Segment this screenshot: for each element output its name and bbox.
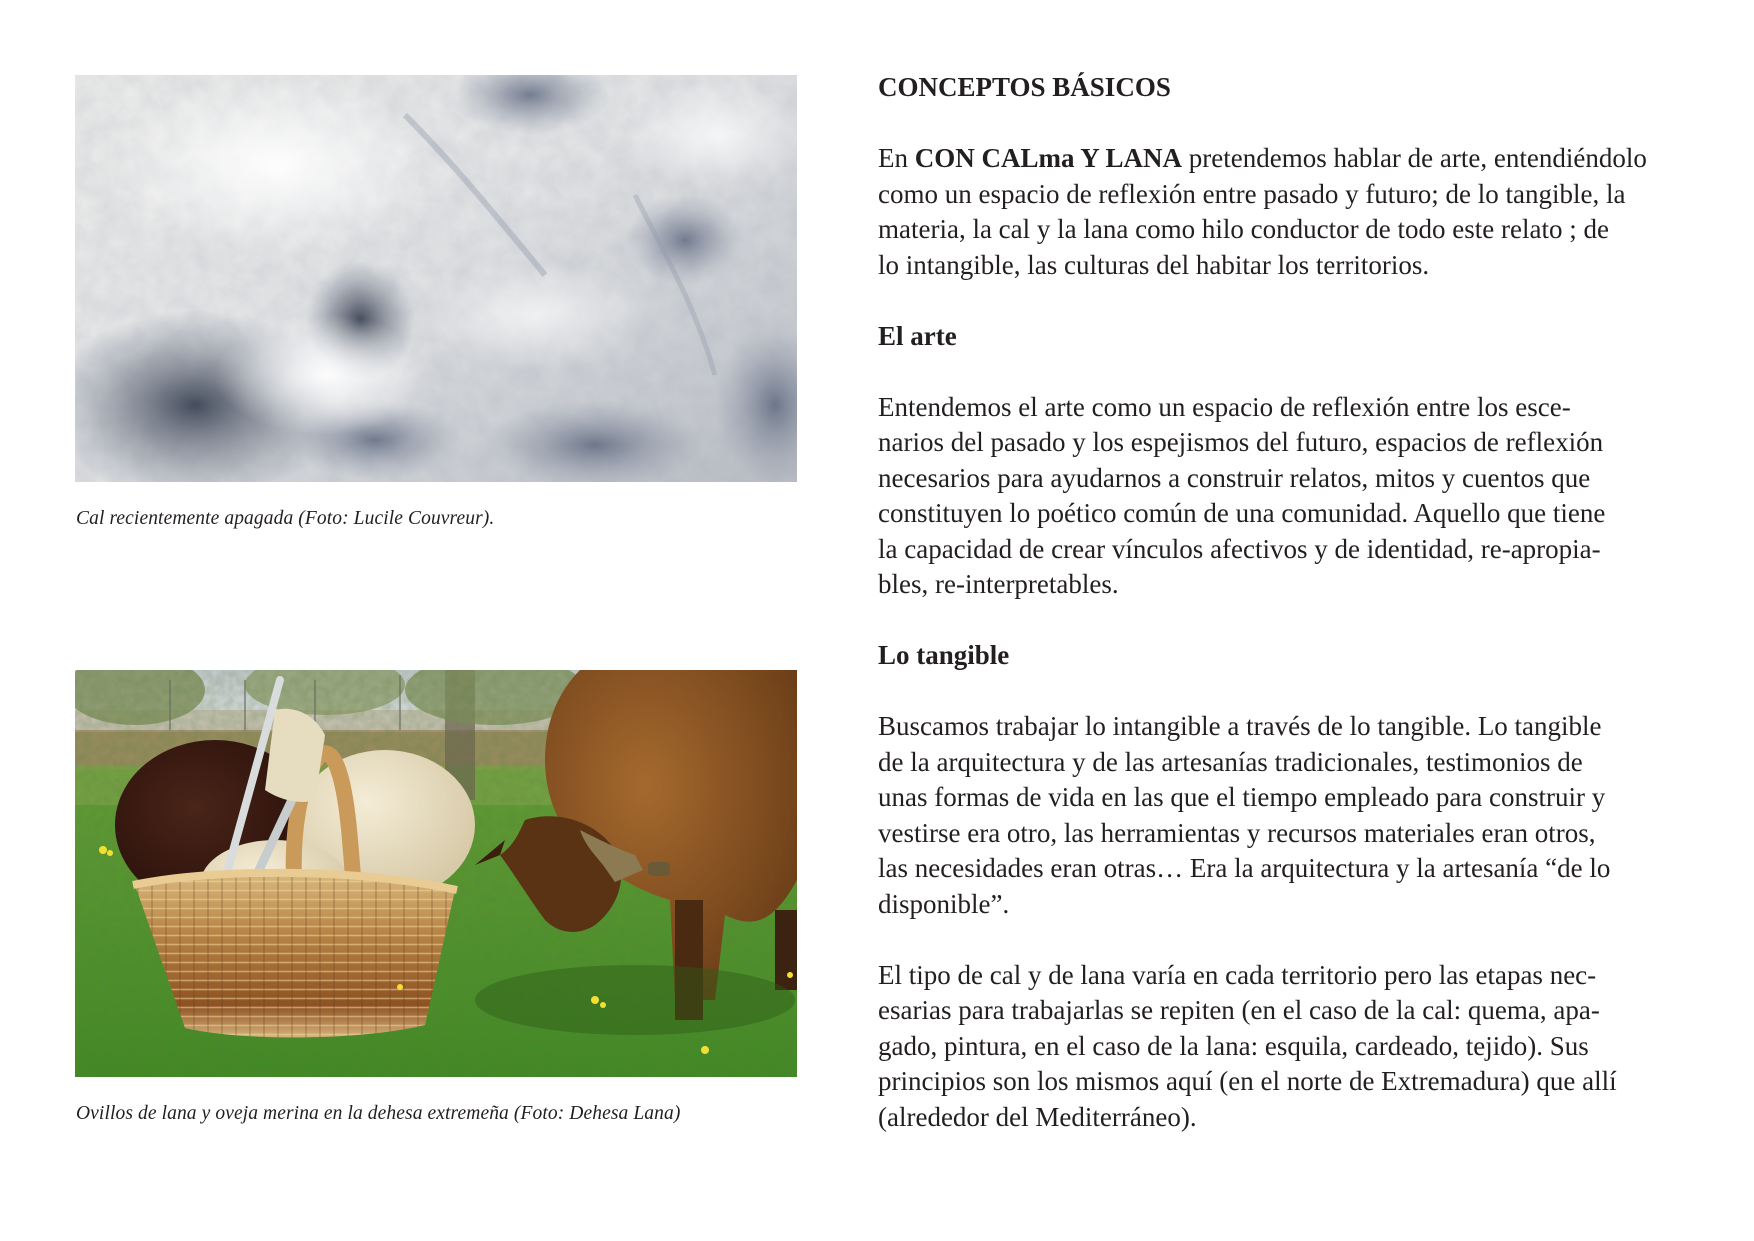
wool-sheep-photo-illustration: [75, 670, 797, 1077]
intro-paragraph: [878, 141, 1690, 283]
el-arte-paragraph: Entendemos el arte como un espacio de reflexión entre los esce- narios del pasado y los espejismos del futuro, espacios de reflexión necesarios para ayudarnos a construir relatos, mitos y cuentos que constituyen lo poético común de una comunidad. Aquello que tiene la capacidad de crear vínculos afectivos y de identidad, re-apropia- bles, re-interpretables.: [878, 391, 1606, 599]
lo-tangible-paragraph-2: El tipo de cal y de lana varía en cada territorio pero las etapas nec- esarias para trabajarlas se repiten (en el caso de la cal: quema, apa- gado, pintura, en el caso de la lana: esquila, cardeado, tejido). Sus principios son los mismos aquí (en el norte de Extremadura) que allí (alrededor del Mediterráneo).: [878, 959, 1617, 1132]
spacer: [878, 922, 1690, 958]
page-heading: CONCEPTOS BÁSICOS: [878, 72, 1171, 102]
spacer: [878, 674, 1690, 710]
section-title-lo-tangible: Lo tangible: [878, 640, 1010, 670]
wool-sheep-photo: [75, 670, 797, 1077]
wool-sheep-photo-caption: Ovillos de lana y oveja merina en la dehesa extremeña (Foto: Dehesa Lana): [76, 1103, 681, 1124]
spacer: [878, 603, 1690, 639]
article-body: [878, 70, 1690, 1135]
spacer: [878, 283, 1690, 319]
figure-wool-sheep: [75, 670, 797, 1125]
lime-photo: [75, 75, 797, 482]
project-name: CON CALma Y LANA: [914, 143, 1182, 173]
section-title-el-arte: El arte: [878, 320, 957, 351]
intro-text: pretendemos hablar de arte, entendiéndolo como un espacio de reflexión entre pasado y futuro; de lo tangible, la materia, la cal y la lana como hilo conductor de todo este relato ; de lo intangible, las culturas del habitar los territorios.: [878, 143, 1647, 280]
intro-prefix: En: [878, 143, 915, 173]
spacer: [878, 354, 1690, 390]
figure-lime: [75, 75, 797, 530]
lime-photo-illustration: [75, 75, 797, 482]
spacer: [878, 106, 1690, 142]
lo-tangible-paragraph-1: Buscamos trabajar lo intangible a través de lo tangible. Lo tangible de la arquitectura y de las artesanías tradicionales, testimonios de unas formas de vida en las que el tiempo empleado para construir y vestirse era otro, las herramientas y recursos materiales eran otros, las necesidades eran otras… Era la arquitectura y la artesanía “de lo disponible”.: [878, 711, 1611, 919]
lime-photo-caption: Cal recientemente apagada (Foto: Lucile Couvreur).: [76, 508, 495, 529]
